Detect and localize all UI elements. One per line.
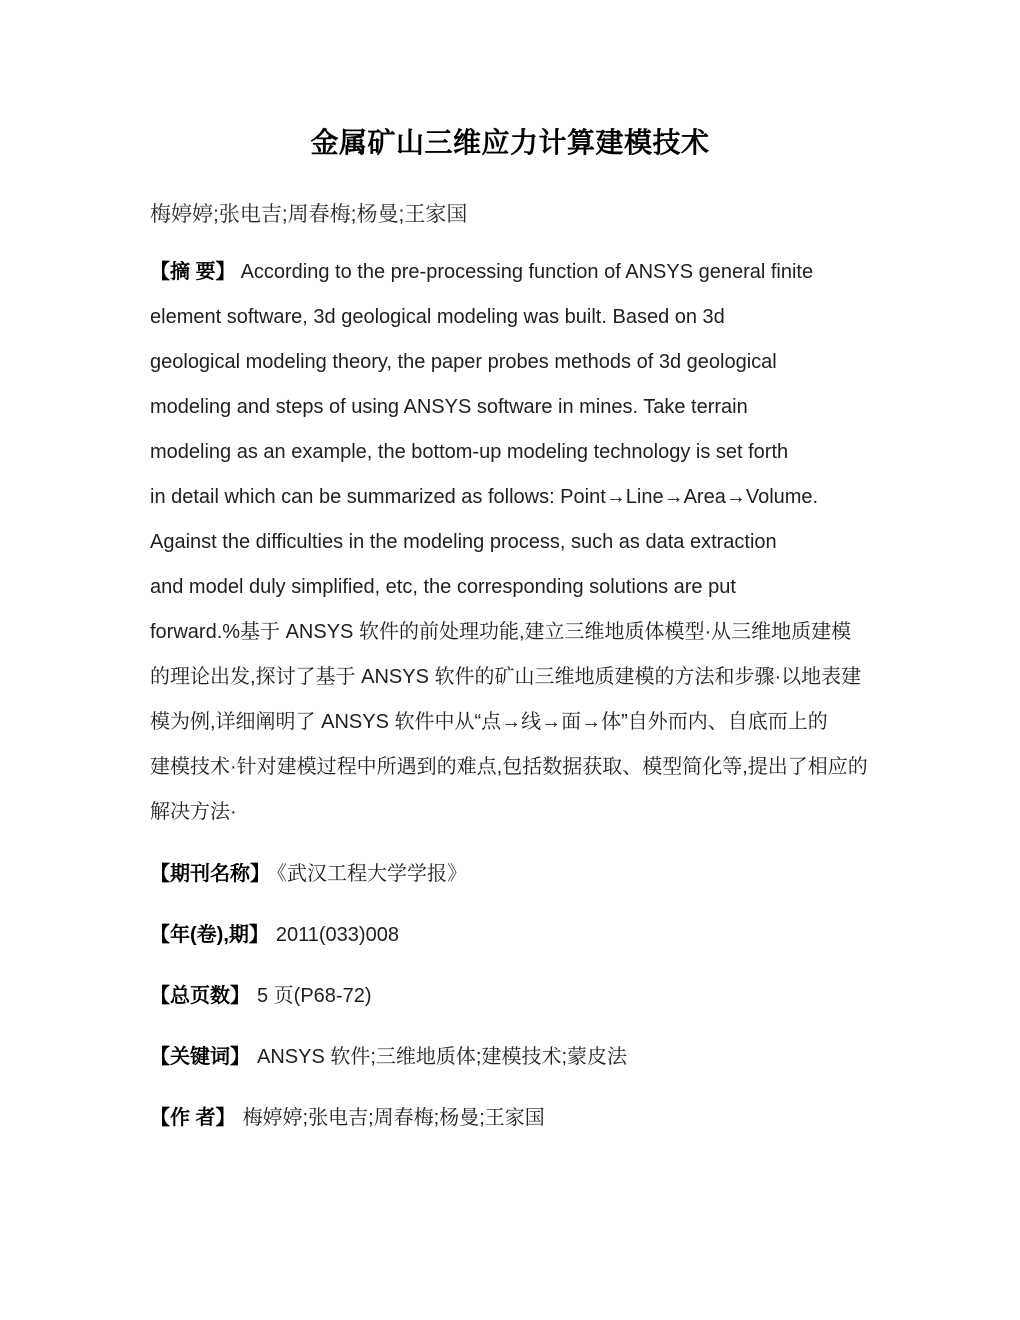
abstract-text: According to the pre-processing function of ANSYS general finite [240, 261, 814, 283]
journal-name-value: 《武汉工程大学学报》 [277, 863, 467, 885]
abstract-line: 模为例,详细阐明了 ANSYS 软件中从“点→线→面→体”自外而内、自底而上的 [150, 711, 828, 733]
journal-name-label: 【期刊名称】 [150, 863, 270, 885]
abstract-line: forward.%基于 ANSYS 软件的前处理功能,建立三维地质体模型·从三维地质建模 [150, 621, 852, 643]
abstract-line: 建模技术·针对建模过程中所遇到的难点,包括数据获取、模型简化等,提出了相应的 [150, 756, 868, 778]
abstract-line: Against the difficulties in the modeling process, such as data extraction [150, 531, 777, 553]
abstract-line: 的理论出发,探讨了基于 ANSYS 软件的矿山三维地质建模的方法和步骤·以地表建 [150, 666, 862, 688]
abstract-line: modeling and steps of using ANSYS software in mines. Take terrain [150, 396, 748, 418]
page-title: 金属矿山三维应力计算建模技术 [310, 127, 710, 158]
abstract-line: element software, 3d geological modeling was built. Based on 3d [150, 306, 725, 328]
year-volume-issue-row [150, 913, 870, 958]
total-pages-row [150, 974, 870, 1019]
authors-line: 梅婷婷;张电吉;周春梅;杨曼;王家国 [150, 203, 468, 226]
authors-meta-label: 【作 者】 [150, 1107, 236, 1129]
total-pages-value: 5 页(P68-72) [257, 985, 372, 1007]
abstract-section [150, 250, 870, 835]
keywords-value: ANSYS 软件;三维地质体;建模技术;蒙皮法 [257, 1046, 628, 1068]
keywords-row [150, 1035, 870, 1080]
year-volume-issue-label: 【年(卷),期】 [150, 924, 269, 946]
authors-meta-row [150, 1096, 870, 1141]
journal-name-row [150, 852, 870, 897]
abstract-line: 解决方法· [150, 801, 237, 823]
year-volume-issue-value: 2011(033)008 [275, 924, 399, 946]
abstract-line: in detail which can be summarized as follows: Point→Line→Area→Volume. [150, 486, 819, 508]
total-pages-label: 【总页数】 [150, 985, 250, 1007]
abstract-line: and model duly simplified, etc, the corresponding solutions are put [150, 576, 736, 598]
abstract-line: geological modeling theory, the paper probes methods of 3d geological [150, 351, 777, 373]
metadata-section [150, 852, 870, 1141]
authors-meta-value: 梅婷婷;张电吉;周春梅;杨曼;王家国 [242, 1107, 545, 1129]
abstract-line [150, 250, 870, 295]
abstract-line: modeling as an example, the bottom-up modeling technology is set forth [150, 441, 789, 463]
keywords-label: 【关键词】 [150, 1046, 250, 1068]
abstract-label: 【摘 要】 [150, 261, 236, 283]
